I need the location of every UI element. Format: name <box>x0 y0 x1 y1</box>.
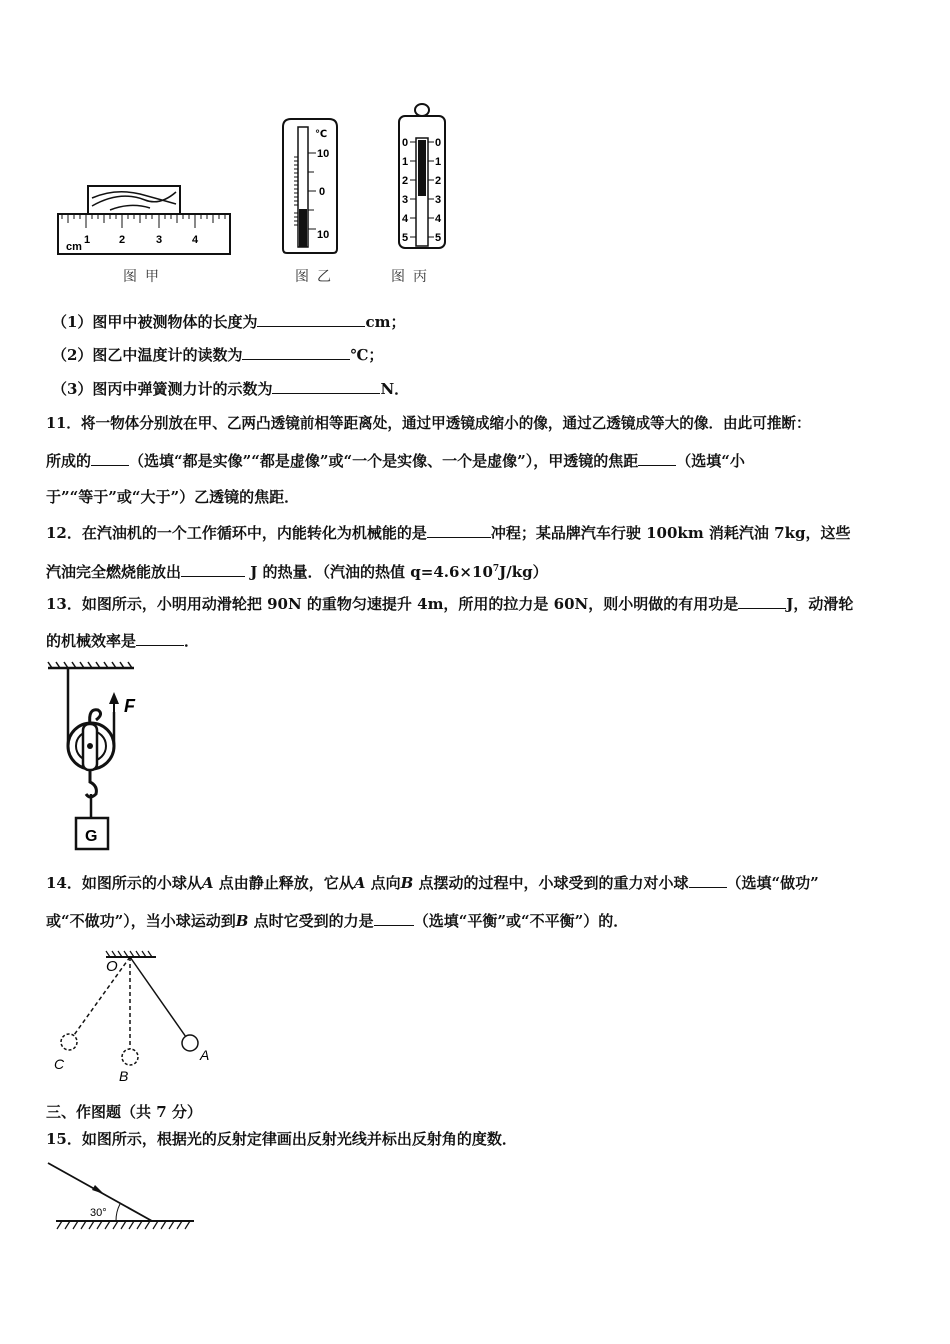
thermo-unit: ℃ <box>315 129 328 140</box>
q14-line1: 14．如图所示的小球从A 点由静止释放，它从A 点向B 点摆动的过程中，小球受到的重力对小球 （选填“做功” <box>46 874 819 892</box>
answer-blank[interactable] <box>181 562 245 577</box>
answer-blank[interactable] <box>242 345 350 360</box>
ruler-unit: cm <box>66 241 82 253</box>
ruler-figure <box>50 180 240 260</box>
caption-yi: 图乙 <box>295 269 339 285</box>
answer-blank[interactable] <box>91 451 129 466</box>
spring-scale-figure <box>395 102 449 252</box>
liquid-column <box>299 209 307 247</box>
spring-tick-label: 1 <box>435 156 442 168</box>
q11-line3: 于”“等于”或“大于”）乙透镜的焦距． <box>46 488 300 506</box>
spring-tick-label: 5 <box>435 232 442 244</box>
wood-block <box>88 186 180 214</box>
spring-tick-label: 0 <box>435 137 442 149</box>
thermo-tick-label: 10 <box>317 229 330 241</box>
force-label: F <box>124 696 135 716</box>
pendulum-figure <box>44 945 224 1090</box>
spring-tick-label: 2 <box>402 175 409 187</box>
answer-blank[interactable] <box>689 873 727 888</box>
ball-label-a: A <box>200 1047 210 1063</box>
spring-tick-label: 4 <box>402 213 409 225</box>
answer-blank[interactable] <box>257 312 365 327</box>
caption-jia: 图甲 <box>123 269 167 285</box>
answer-blank[interactable] <box>136 631 184 646</box>
answer-blank[interactable] <box>374 911 414 926</box>
ruler-tick-label: 2 <box>119 234 126 246</box>
thermo-tick-label: 10 <box>317 148 330 160</box>
answer-blank[interactable] <box>638 451 676 466</box>
answer-blank[interactable] <box>427 523 491 538</box>
q13-line1: 13．如图所示，小明用动滑轮把 90N 的重物匀速提升 4m，所用的拉力是 60N，则小明做的有用功是 J，动滑轮 <box>46 595 854 613</box>
spring-tick-label: 4 <box>435 213 442 225</box>
answer-blank[interactable] <box>272 379 380 394</box>
spring-tick-label: 3 <box>435 194 442 206</box>
ruler-tick-label: 1 <box>84 234 91 246</box>
pulley-figure <box>42 660 152 855</box>
spring-indicator <box>418 140 426 196</box>
q10-part3: （3）图丙中弹簧测力计的示数为 N． <box>52 380 410 398</box>
section-title: 三、作图题（共 7 分） <box>46 1103 202 1121</box>
ruler-tick-label: 3 <box>156 234 163 246</box>
q10-part1: （1）图甲中被测物体的长度为 cm； <box>52 313 406 331</box>
answer-blank[interactable] <box>738 594 786 609</box>
ruler-tick-label: 4 <box>192 234 199 246</box>
q11-line1: 11．将一物体分别放在甲、乙两凸透镜前相等距离处，通过甲透镜成缩小的像，通过乙透镜成等大的像．由此可推断： <box>46 415 811 432</box>
q14-line2: 或“不做功”），当小球运动到B 点时它受到的力是 （选填“平衡”或“不平衡”）的． <box>46 912 629 930</box>
ball-label-c: C <box>54 1056 65 1072</box>
q10-part2: （2）图乙中温度计的读数为 ℃； <box>52 346 384 364</box>
q15-text: 15．如图所示，根据光的反射定律画出反射光线并标出反射角的度数． <box>46 1130 517 1148</box>
q12-line2: 汽油完全燃烧能放出 J 的热量．（汽油的热值 $q=4.6\times 10^7J/kg$） <box>46 563 548 581</box>
ball-label-b: B <box>119 1068 129 1084</box>
thermo-tick-label: 0 <box>319 186 326 198</box>
weight-label: G <box>85 828 98 845</box>
pivot-label: O <box>106 958 118 975</box>
spring-tick-label: 1 <box>402 156 409 168</box>
reflection-figure <box>44 1155 204 1237</box>
q12-line1: 12．在汽油机的一个工作循环中，内能转化为机械能的是 冲程；某品牌汽车行驶 100km 消耗汽油 7kg，这些 <box>46 524 851 542</box>
spring-tick-label: 5 <box>402 232 409 244</box>
spring-tick-label: 3 <box>402 194 409 206</box>
spring-tick-label: 0 <box>402 137 409 149</box>
caption-bing: 图丙 <box>391 269 435 285</box>
spring-tick-label: 2 <box>435 175 442 187</box>
angle-label: 30° <box>90 1207 107 1219</box>
q13-line2: 的机械效率是 ． <box>46 632 200 650</box>
q11-line2: 所成的 （选填“都是实像”“都是虚像”或“一个是实像、一个是虚像”），甲透镜的焦距 （选填“小 <box>46 452 745 470</box>
thermometer-figure <box>277 115 343 255</box>
